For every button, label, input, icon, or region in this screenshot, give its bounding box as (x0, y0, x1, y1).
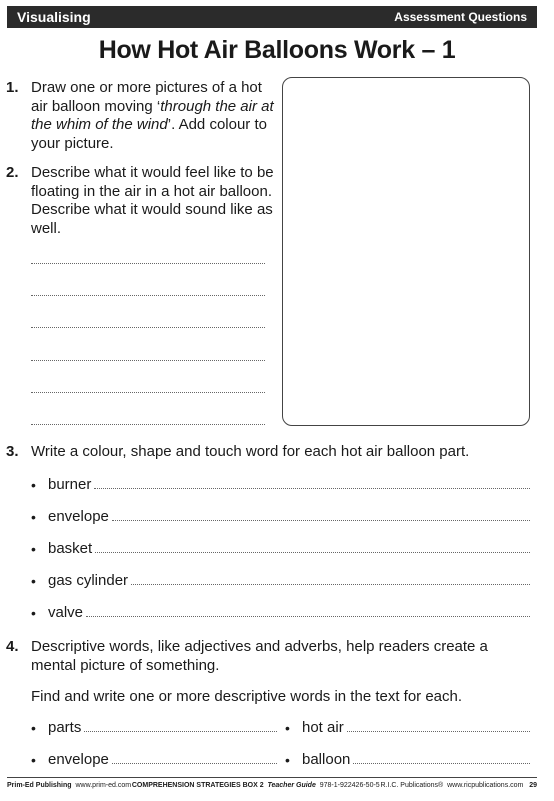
answer-line[interactable] (112, 763, 277, 764)
bullet: • (31, 477, 36, 493)
footer-ric-group (380, 782, 537, 789)
drawing-box[interactable] (282, 77, 530, 426)
bullet: • (31, 509, 36, 525)
footer-isbn: 978-1-922426-50-5 (319, 782, 380, 789)
bullet: • (31, 752, 36, 768)
question-4-instruction: Find and write one or more descriptive words in the text for each. (31, 688, 463, 705)
part-label: envelope (48, 508, 109, 525)
footer-series-group (132, 782, 380, 789)
section-label: Visualising (17, 9, 91, 25)
bullet: • (31, 573, 36, 589)
part-label: burner (48, 476, 92, 493)
part-label: valve (48, 604, 84, 621)
question-2-text: Describe what it would feel like to be floating in the air in a hot air balloon. Describe what it would sound like as well. (31, 164, 274, 237)
answer-line[interactable] (31, 327, 265, 328)
answer-line[interactable] (31, 392, 265, 393)
word-row-hot-air (285, 719, 530, 736)
word-label: balloon (302, 751, 351, 768)
question-1-number: 1. (6, 79, 19, 96)
question-1-text (31, 79, 277, 153)
answer-line[interactable] (131, 584, 530, 585)
question-3-text: Write a colour, shape and touch word for each hot air balloon part. (31, 443, 470, 460)
bullet: • (31, 605, 36, 621)
footer-page-number: 29 (529, 782, 537, 789)
part-label: basket (48, 540, 93, 557)
footer (7, 782, 537, 789)
footer-rule (7, 777, 537, 778)
word-row-envelope (31, 751, 277, 768)
bullet: • (31, 720, 36, 736)
word-row-balloon (285, 751, 530, 768)
part-row-burner (31, 476, 530, 493)
part-row-basket (31, 540, 530, 557)
bullet: • (31, 541, 36, 557)
word-label: parts (48, 719, 82, 736)
answer-line[interactable] (31, 424, 265, 425)
question-1-text-before: Draw one or more pictures of a hot air balloon moving ‘ (31, 79, 262, 115)
bullet: • (285, 752, 290, 768)
footer-ric: R.I.C. Publications® (380, 782, 444, 789)
bullet: • (285, 720, 290, 736)
answer-line[interactable] (84, 731, 277, 732)
footer-guide: Teacher Guide (267, 782, 316, 789)
question-1-quote: through the air at the whim of the wind (31, 97, 274, 133)
footer-ric-url: www.ricpublications.com (447, 782, 524, 789)
word-row-parts (31, 719, 277, 736)
part-row-valve (31, 604, 530, 621)
answer-line[interactable] (31, 295, 265, 296)
question-2-number: 2. (6, 164, 19, 181)
answer-line[interactable] (112, 520, 530, 521)
word-label: hot air (302, 719, 344, 736)
assessment-label: Assessment Questions (394, 10, 527, 24)
answer-line[interactable] (347, 731, 530, 732)
answer-line[interactable] (353, 763, 530, 764)
answer-line[interactable] (31, 263, 265, 264)
question-1-text-after: ’. Add colour to your picture. (31, 116, 267, 152)
answer-line[interactable] (31, 360, 265, 361)
question-3-number: 3. (6, 443, 19, 460)
page-title: How Hot Air Balloons Work – 1 (98, 36, 456, 64)
answer-line[interactable] (95, 552, 530, 553)
answer-line[interactable] (94, 488, 530, 489)
footer-publisher-url: www.prim-ed.com (75, 782, 132, 789)
part-row-gas-cylinder (31, 572, 530, 589)
footer-series: COMPREHENSION STRATEGIES BOX 2 (131, 782, 264, 789)
question-4-number: 4. (6, 638, 19, 655)
header-bar (7, 6, 537, 28)
footer-publisher-group (7, 782, 131, 789)
question-4-text: Descriptive words, like adjectives and adverbs, help readers create a mental picture of something. (31, 638, 488, 674)
part-row-envelope (31, 508, 530, 525)
answer-line[interactable] (86, 616, 530, 617)
word-label: envelope (48, 751, 109, 768)
part-label: gas cylinder (48, 572, 129, 589)
footer-publisher: Prim-Ed Publishing (7, 782, 72, 789)
